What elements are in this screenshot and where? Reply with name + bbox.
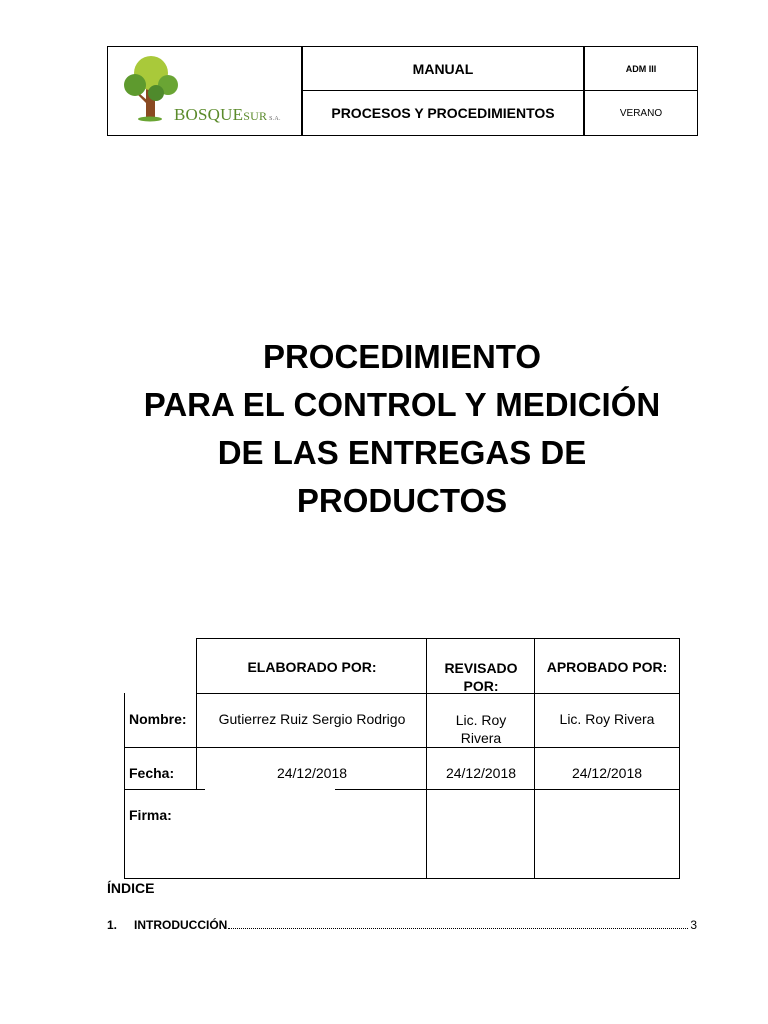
nombre-aprobado: Lic. Roy Rivera <box>534 693 680 748</box>
row-label-fecha: Fecha: <box>124 747 197 790</box>
toc-label: INTRODUCCIÓN <box>134 918 228 932</box>
title-line: PARA EL CONTROL Y MEDICIÓN <box>143 386 661 423</box>
fecha-aprobado: 24/12/2018 <box>534 747 680 790</box>
manual-label: MANUAL <box>303 47 583 91</box>
title-line: PRODUCTOS <box>296 482 508 519</box>
firma-elaborado <box>196 789 427 879</box>
nombre-revisado: Lic. Roy Rivera <box>426 693 535 748</box>
index-title: ÍNDICE <box>107 880 155 896</box>
row-label-nombre: Nombre: <box>124 693 197 748</box>
document-code: ADM III <box>583 47 697 91</box>
column-header-aprobado: APROBADO POR: <box>534 638 680 694</box>
section-label: PROCESOS Y PROCEDIMIENTOS <box>331 105 555 121</box>
toc-entry[interactable] <box>107 918 697 932</box>
toc-page: 3 <box>690 918 697 932</box>
row-label-firma: Firma: <box>124 789 197 879</box>
firma-aprobado <box>534 789 680 879</box>
document-title <box>90 333 714 525</box>
logo-cell <box>108 47 303 135</box>
nombre-elaborado: Gutierrez Ruiz Sergio Rodrigo <box>196 693 427 748</box>
season-label: VERANO <box>583 91 697 135</box>
firma-revisado <box>426 789 535 879</box>
fecha-elaborado: 24/12/2018 <box>196 747 427 790</box>
column-header-elaborado: ELABORADO POR: <box>196 638 427 694</box>
tree-logo-icon <box>122 55 182 123</box>
toc-number: 1. <box>107 918 118 932</box>
column-header-revisado: REVISADO POR: <box>426 638 535 694</box>
title-line: PROCEDIMIENTO <box>262 338 542 375</box>
toc-leader <box>228 928 688 929</box>
document-header <box>107 46 698 136</box>
title-line: DE LAS ENTREGAS DE <box>217 434 587 471</box>
logo-wordmark: BOSQUESUR S.A. <box>174 105 281 124</box>
fecha-revisado: 24/12/2018 <box>426 747 535 790</box>
